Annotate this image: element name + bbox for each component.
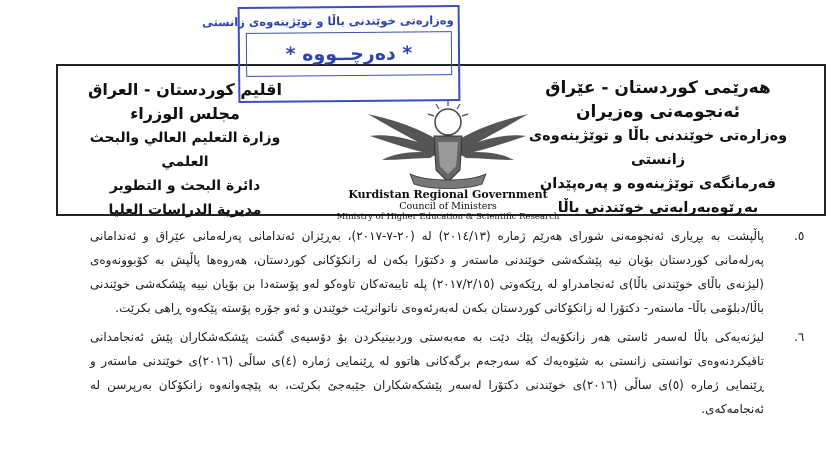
document-body — [90, 224, 805, 421]
ministry-english-name: Ministry of Higher Education & Scientific Research — [336, 212, 560, 222]
paragraph-5 — [90, 224, 805, 320]
kurdish-council-title: ئەنجومەنی وەزیران — [575, 102, 740, 122]
arabic-council-title: مجلس الوزراء — [130, 104, 240, 123]
kurdish-region-title: هەرێمی کوردستان - عێراق — [545, 78, 771, 98]
paragraph-6 — [90, 325, 805, 421]
arabic-region-title: اقليم كوردستان - العراق — [88, 80, 282, 99]
paragraph-text: پاڵپشت بە بڕیاری ئەنجومەنی شورای هەرێم ژمارە (٢٠١٤/١٣) لە (٢٠-٧-٢٠١٧)، بەڕێزان ئەندامانی پەرلەمانی عێراق و ئەندامانی پەرلەمانی کوردستان بۆیان نیە پێشکەشی خوێندنی ماستەر و دکتۆرا بکەن لە زانکۆکانی کوردستان، هەروەها پاڵپش بە کۆبوونەوەی (لیژنەی باڵای خوێندنی باڵا)ی ئەنجامدراو لە ڕێکەوتی (٢٠١٧/٢/١٥) پلە تایبەتەکان تاوەکو لەو پۆستەدا بن بۆیان نییە پێشکەشی خوێندنی باڵا/دبلۆمی باڵا- ماستەر- دکتۆرا لە زانکۆکانی کوردستان بکەن لەبەرئەوەی ناتوانرێت خوێندن و ئەو جۆرە پۆستە پێکەوە ڕاهی بکرێت. — [90, 229, 765, 315]
stamp-inner-frame — [246, 31, 452, 77]
kurdish-ministry-title: وەزارەتی خوێندنی باڵا و توێژینەوەی زانستی — [528, 128, 788, 168]
stamp-issued-text: * دەرچــووە * — [285, 42, 413, 66]
paragraph-number: .٦ — [794, 330, 805, 344]
kurdish-department-title: فەرمانگەی توێژینەوە و پەرەپێدان — [539, 176, 777, 192]
emblem-caption — [308, 188, 588, 222]
blue-stamp — [201, 5, 461, 103]
stamp-ministry-text: وەزارەتی خوێندنی باڵا و توێژینەوەی زانستی — [201, 13, 454, 30]
arabic-directorate-title: مديرية الدراسات العليا — [108, 202, 262, 218]
paragraph-number: .٥ — [794, 229, 805, 243]
kurdish-directorate-title: بەڕێوەبەرایەتی خوێندنی باڵا — [557, 200, 759, 216]
arabic-department-title: دائرة البحث و التطوير — [109, 178, 261, 194]
council-english-name: Council of Ministers — [399, 201, 497, 212]
paragraph-text: لیژنەیەکی باڵا لەسەر ئاستی هەر زانکۆیەك پێك دێت بە مەبەستی وردبینیکردن بۆ دۆسیەی گشت پێشکەشکاران پێش ئەنجامدانی تاقیکردنەوەی توانستی زانستی بە شێوەیەك کە سەرجەم برگەکانی هاتوو لە ڕێنمایی ژمارە (٤)ی ساڵی (٢٠١٦)ی خوێندنی ماستەر و ڕێنمایی ژمارە (٥)ی ساڵی (٢٠١٦)ی خوێندنی دکتۆرا لەسەر پێشکەشکاران جێبەجێ بکرێت، بە پێچەوانەوە زانکۆکان بەرپرسن لە ئەنجامەکەی. — [90, 330, 764, 416]
krg-emblem-icon — [348, 92, 548, 192]
krg-english-name: Kurdistan Regional Government — [348, 188, 548, 201]
arabic-ministry-title: وزارة التعليم العالي والبحث العلمي — [89, 130, 281, 170]
